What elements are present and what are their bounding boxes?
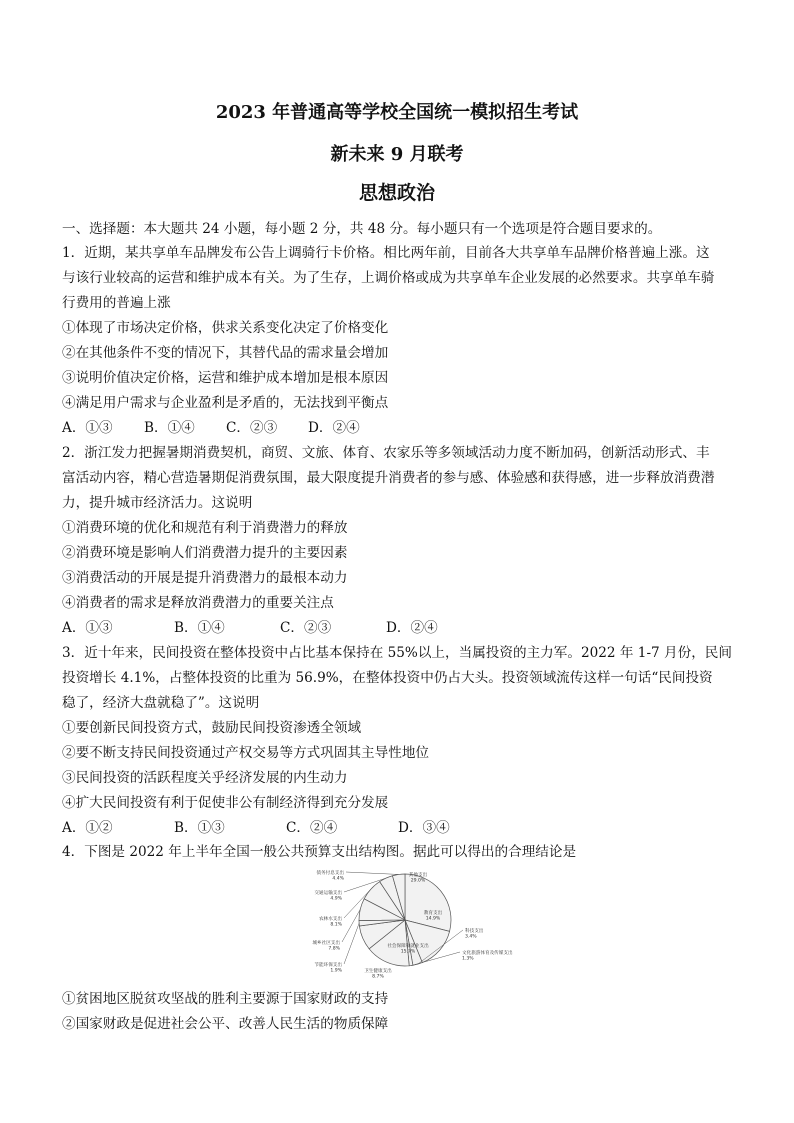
q3-option-d[interactable]: D．③④ [398, 820, 450, 836]
q1-item-1: ①体现了市场决定价格，供求关系变化决定了价格变化 [62, 320, 389, 336]
q2-stem-line-1: 2．浙江发力把握暑期消费契机，商贸、文旅、体育、农家乐等多领域活动力度不断加码，创新活动形式、丰 [62, 445, 710, 461]
q1-options [62, 419, 360, 437]
pie-label-value-9: 4.9% [330, 896, 342, 902]
q4-item-1: ①贫困地区脱贫攻坚战的胜利主要源于国家财政的支持 [62, 991, 389, 1007]
q3-item-3: ③民间投资的活跃程度关乎经济发展的内生动力 [62, 770, 348, 786]
pie-leader-6 [344, 923, 359, 964]
q3-stem-line-2: 投资增长 4.1%，占整体投资的比重为 56.9%，在整体投资中仍占大头。投资领域流传这样一句话“民间投资 [62, 670, 713, 686]
q1-stem-line-3: 行费用的普遍上涨 [62, 295, 171, 311]
pie-leader-7 [342, 909, 360, 942]
q1-item-4: ④满足用户需求与企业盈利是矛盾的，无法找到平衡点 [62, 395, 389, 411]
q2-item-1: ①消费环境的优化和规范有利于消费潜力的释放 [62, 520, 348, 536]
q3-stem-line-1: 3．近十年来，民间投资在整体投资中占比基本保持在 55%以上，当属投资的主力军。2022 年 1-7 月份，民间 [62, 645, 732, 661]
q2-item-2: ②消费环境是影响人们消费潜力提升的主要因素 [62, 545, 348, 561]
pie-label-value-3: 1.3% [462, 956, 474, 962]
q3-stem-line-3: 稳了，经济大盘就稳了”。这说明 [62, 695, 260, 711]
pie-label-name-5: 卫生健康支出 [364, 969, 392, 974]
q2-option-a[interactable]: A．①③ [62, 620, 113, 636]
q2-stem-line-3: 力，提升城市经济活力。这说明 [62, 495, 253, 511]
pie-label-value-10: 4.4% [332, 876, 344, 882]
q3-options [62, 819, 450, 837]
q3-option-b[interactable]: B．①③ [174, 820, 225, 836]
pie-leader-10 [346, 872, 399, 874]
q2-option-d[interactable]: D．②④ [386, 620, 438, 636]
pie-label-name-7: 城乡社区支出 [312, 941, 340, 946]
q4-stem: 4．下图是 2022 年上半年全国一般公共预算支出结构图。据此可以得出的合理结论是 [62, 844, 577, 860]
pie-label-name-8: 农林水支出 [319, 917, 342, 922]
q2-options [62, 619, 438, 637]
pie-label-name-2: 科技支出 [465, 929, 484, 934]
pie-label-name-9: 交通运输支出 [314, 891, 342, 896]
pie-label-value-1: 14.9% [425, 916, 441, 922]
q4-item-2: ②国家财政是促进社会公平、改善人民生活的物质保障 [62, 1016, 389, 1032]
q1-option-a[interactable]: A．①③ [62, 420, 113, 436]
exam-subtitle: 新未来 9 月联考 [330, 144, 464, 165]
q1-item-2: ②在其他条件不变的情况下，其替代品的需求量会增加 [62, 345, 389, 361]
pie-label-name-6: 节能环保支出 [314, 963, 342, 968]
pie-label-name-4: 社会保障和就业支出 [387, 944, 429, 949]
q2-item-3: ③消费活动的开展是提升消费潜力的最根本动力 [62, 570, 348, 586]
pie-label-value-2: 3.4% [465, 934, 477, 940]
exam-title: 2023 年普通高等学校全国统一模拟招生考试 [215, 102, 579, 123]
q1-option-d[interactable]: D．②④ [308, 420, 360, 436]
q1-item-3: ③说明价值决定价格，运营和维护成本增加是根本原因 [62, 370, 389, 386]
section-heading: 一、选择题：本大题共 24 小题，每小题 2 分，共 48 分。每小题只有一个选项是符合题目要求的。 [62, 221, 662, 237]
pie-label-value-4: 15.7% [400, 949, 416, 955]
pie-label-name-3: 文化旅游体育及传媒支出 [462, 951, 513, 956]
q2-item-4: ④消费者的需求是释放消费潜力的重要关注点 [62, 595, 334, 611]
q3-item-1: ①要创新民间投资方式，鼓励民间投资渗透全领域 [62, 720, 362, 736]
q3-option-a[interactable]: A．①② [62, 820, 113, 836]
pie-label-value-7: 7.8% [328, 946, 340, 952]
pie-label-name-10: 债务付息支出 [316, 871, 344, 876]
q1-stem-line-1: 1．近期，某共享单车品牌发布公告上调骑行卡价格。相比两年前，目前各大共享单车品牌价格普遍上涨。这 [62, 245, 710, 261]
q2-stem-line-2: 富活动内容，精心营造暑期促消费氛围，最大限度提升消费者的参与感、体验感和获得感，进一步释放消费潜 [62, 470, 715, 486]
q3-item-4: ④扩大民间投资有利于促使非公有制经济得到充分发展 [62, 795, 389, 811]
pie-label-value-5: 8.7% [372, 974, 384, 980]
subject-title: 思想政治 [358, 182, 435, 204]
q2-option-c[interactable]: C．②③ [280, 620, 332, 636]
q1-stem-line-2: 与该行业较高的运营和维护成本有关。为了生存，上调价格或成为共享单车企业发展的必然要求。共享单车骑 [62, 270, 715, 286]
pie-label-value-6: 1.9% [330, 968, 342, 974]
q3-option-c[interactable]: C．②④ [286, 820, 338, 836]
pie-label-value-8: 8.1% [330, 922, 342, 928]
q2-option-b[interactable]: B．①④ [174, 620, 225, 636]
q1-option-b[interactable]: B．①④ [144, 420, 195, 436]
pie-label-name-1: 教育支出 [423, 911, 443, 916]
q3-item-2: ②要不断支持民间投资通过产权交易等方式巩固其主导性地位 [62, 745, 430, 761]
pie-label-name-0: 其他支出 [408, 873, 428, 878]
q1-option-c[interactable]: C．②③ [226, 420, 278, 436]
budget-pie-chart [300, 862, 513, 980]
pie-label-value-0: 29.0% [410, 878, 426, 884]
